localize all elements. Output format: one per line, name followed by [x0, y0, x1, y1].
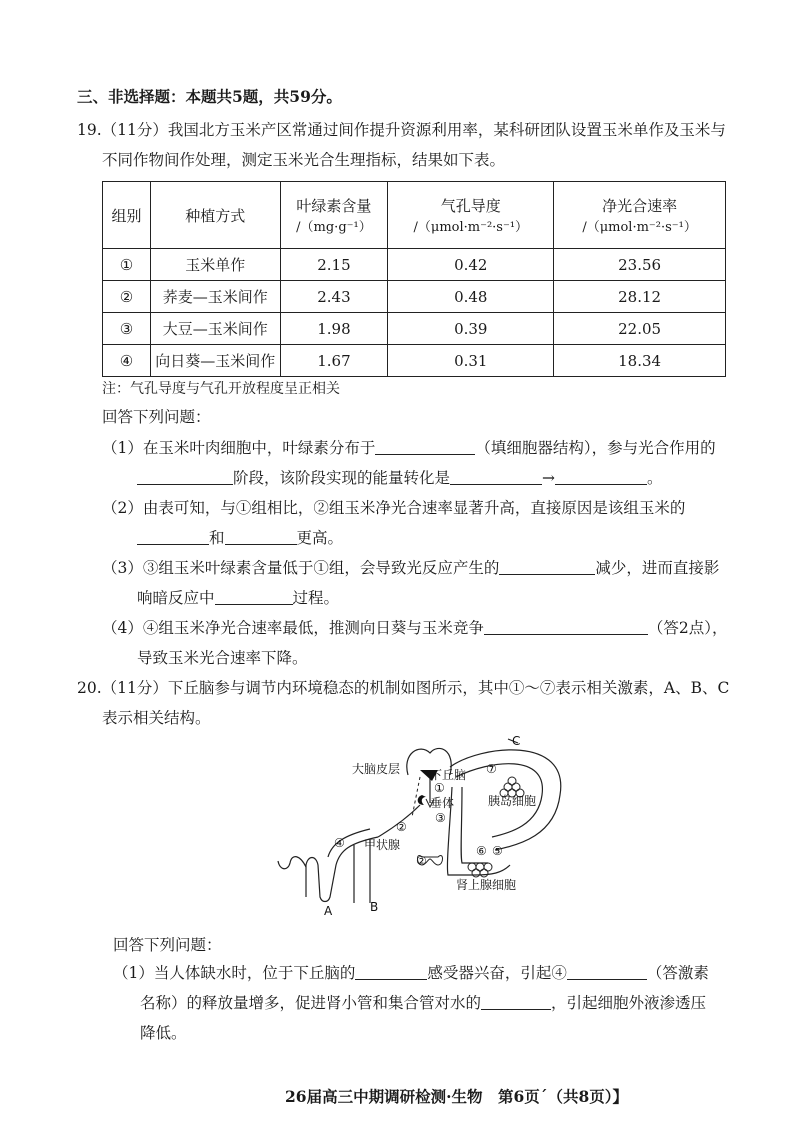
answer-blank[interactable] [450, 469, 542, 485]
q20-part1-line1: （1）当人体缺水时，位于下丘脑的 感受器兴奋，引起④ （答激素 [113, 964, 709, 982]
label-b: B [370, 900, 379, 914]
answer-blank[interactable] [137, 529, 209, 545]
label-a: A [324, 904, 333, 918]
table-header: 组别 [103, 182, 151, 249]
q19-part1-line1: （1）在玉米叶肉细胞中，叶绿素分布于 （填细胞器结构），参与光合作用的 [102, 439, 716, 457]
label-h7: ⑦ [486, 762, 497, 776]
answer-blank[interactable] [355, 964, 427, 980]
table-row [103, 249, 726, 281]
label-pituitary: 垂体 [430, 796, 455, 810]
answer-blank[interactable] [484, 619, 648, 635]
table-cell: ① [103, 249, 151, 281]
q19-part3-line2: 响暗反应中 过程。 [137, 589, 340, 607]
q19-answer-prompt: 回答下列问题： [102, 408, 211, 426]
table-cell: 荞麦—玉米间作 [150, 281, 280, 313]
q19-part2-line1: （2）由表可知，与①组相比，②组玉米净光合速率显著升高，直接原因是该组玉米的 [102, 499, 686, 517]
label-adrenal: 肾上腺细胞 [456, 878, 517, 892]
table-cell: ③ [103, 313, 151, 345]
section-title: 三、非选择题：本题共5题，共59分。 [77, 87, 342, 106]
label-h2: ② [396, 820, 407, 834]
table-cell: 2.15 [280, 249, 388, 281]
table-header: 种植方式 [150, 182, 280, 249]
table-header: 气孔导度 /（μmol·m⁻²·s⁻¹） [388, 182, 554, 249]
table-row [103, 281, 726, 313]
answer-blank[interactable] [225, 529, 297, 545]
table-cell: 1.67 [280, 345, 388, 377]
answer-blank[interactable] [555, 469, 647, 485]
table-header-row [103, 182, 726, 249]
label-h6: ⑥ [476, 844, 487, 858]
table-cell: 0.39 [388, 313, 554, 345]
table-cell: 玉米单作 [150, 249, 280, 281]
label-thyroid: 甲状腺 [364, 838, 401, 852]
table-row [103, 313, 726, 345]
hypothalamus-regulation-diagram [270, 725, 570, 920]
table-cell: 1.98 [280, 313, 388, 345]
pituitary-shape [418, 795, 426, 805]
label-h2b: ② [416, 854, 427, 868]
table-unit: /（mg·g⁻¹） [296, 220, 372, 235]
label-h5: ⑤ [492, 844, 503, 858]
q19-intro-line2: 不同作物间作处理，测定玉米光合生理指标，结果如下表。 [102, 151, 506, 169]
q19-part1-line2: 阶段，该阶段实现的能量转化是 → 。 [137, 468, 663, 488]
label-c: C [512, 734, 521, 748]
table-cell: 23.56 [554, 249, 726, 281]
table-cell: 向日葵—玉米间作 [150, 345, 280, 377]
table-cell: 0.48 [388, 281, 554, 313]
table-row [103, 345, 726, 377]
label-islet: 胰岛细胞 [488, 794, 537, 808]
table-cell: 18.34 [554, 345, 726, 377]
answer-blank[interactable] [137, 469, 233, 485]
page-footer: 26届高三中期调研检测·生物 第6页´（共8页）】 [285, 1087, 629, 1106]
q20-part1-line2: 名称）的释放量增多，促进肾小管和集合管对水的 ，引起细胞外液渗透压 [140, 994, 707, 1012]
answer-blank[interactable] [375, 439, 475, 455]
table-cell: 28.12 [554, 281, 726, 313]
q19-part2-line2: 和 更高。 [137, 528, 343, 548]
table-cell: ④ [103, 345, 151, 377]
answer-blank[interactable] [215, 589, 293, 605]
label-hypothalamus: 下丘脑 [430, 768, 467, 782]
q20-answer-prompt: 回答下列问题： [113, 936, 222, 954]
answer-blank[interactable] [481, 994, 551, 1010]
q20-part1-line3: 降低。 [140, 1024, 187, 1042]
q20-intro-line1: 20.（11分）下丘脑参与调节内环境稳态的机制如图所示，其中①～⑦表示相关激素，A、B、C [77, 679, 730, 697]
tubule-loop [278, 857, 306, 869]
q20-intro-line2: 表示相关结构。 [102, 709, 211, 727]
table-header: 叶绿素含量 /（mg·g⁻¹） [280, 182, 388, 249]
table-cell: 0.42 [388, 249, 554, 281]
label-h3: ③ [435, 811, 446, 825]
label-h1: ① [434, 781, 445, 795]
table-cell: 大豆—玉米间作 [150, 313, 280, 345]
table-unit: /（μmol·m⁻²·s⁻¹） [413, 220, 529, 235]
table-header: 净光合速率 /（μmol·m⁻²·s⁻¹） [554, 182, 726, 249]
table-cell: ② [103, 281, 151, 313]
table-unit: /（μmol·m⁻²·s⁻¹） [582, 220, 697, 235]
table-cell: 0.31 [388, 345, 554, 377]
table-cell: 22.05 [554, 313, 726, 345]
label-h4: ④ [334, 836, 345, 850]
q19-part4-line2: 导致玉米光合速率下降。 [137, 649, 308, 667]
label-cortex: 大脑皮层 [352, 762, 401, 776]
answer-blank[interactable] [567, 964, 647, 980]
answer-blank[interactable] [499, 559, 595, 575]
q19-part3-line1: （3）③组玉米叶绿素含量低于①组，会导致光反应产生的 减少，进而直接影 [102, 559, 720, 577]
q19-part4-line1: （4）④组玉米净光合速率最低，推测向日葵与玉米竞争 （答2点）， [102, 619, 728, 637]
table-cell: 2.43 [280, 281, 388, 313]
table-note: 注：气孔导度与气孔开放程度呈正相关 [102, 381, 340, 397]
q19-intro-line1: 19.（11分）我国北方玉米产区常通过间作提升资源利用率，某科研团队设置玉米单作及玉米与 [77, 121, 726, 139]
q19-data-table [102, 181, 726, 377]
